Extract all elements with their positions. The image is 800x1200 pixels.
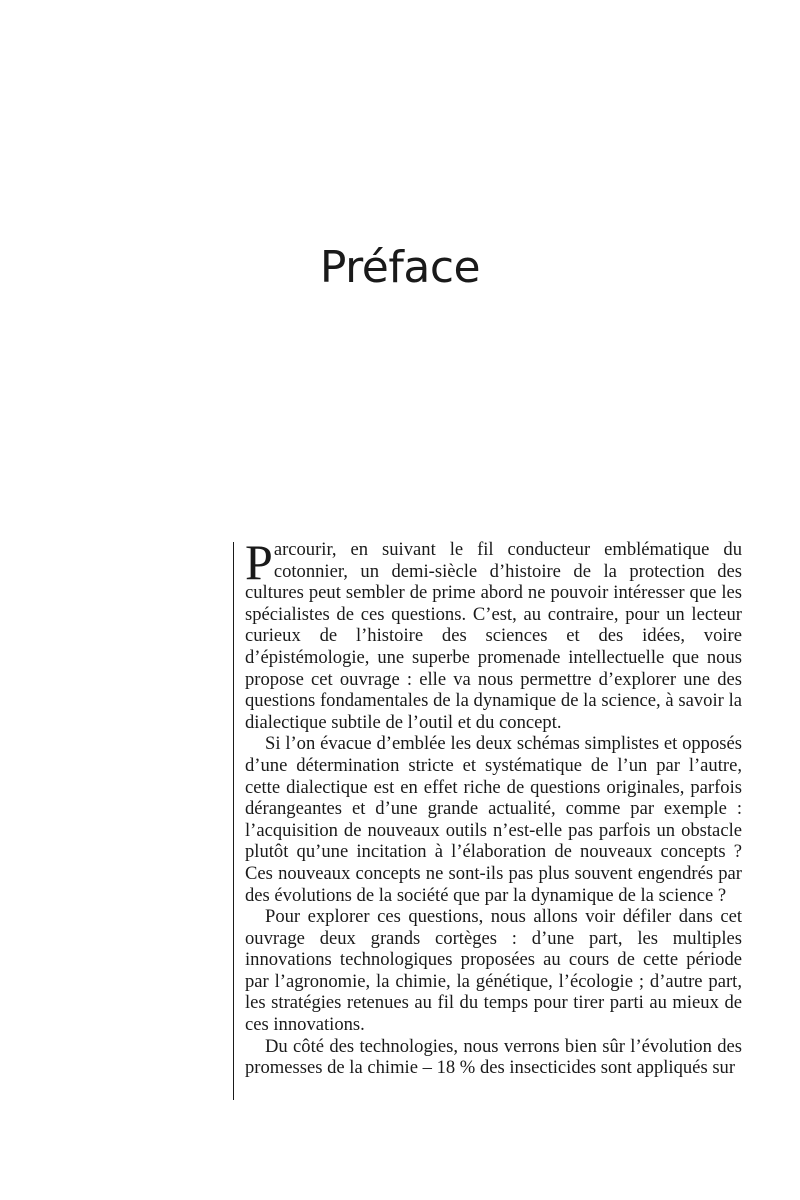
paragraph-1-text: arcourir, en suivant le fil conducteur emblématique du cotonnier, un demi-siècle d’histoire de la protection des cultures peut sembler de prime abord ne pouvoir intéresser que les spécialistes de ces questions. C’est, au contraire, pour un lecteur curieux de l’histoire des sciences et des idées, voire d’épistémologie, une superbe promenade intellectuelle que nous propose cet ouvrage : elle va nous permettre d’explorer une des questions fondamentales de la dynamique de la science, à savoir la dialectique subtile de l’outil et du concept.: [245, 539, 742, 733]
paragraph-3: Pour explorer ces questions, nous allons voir défiler dans cet ouvrage deux grands cortèges : d’une part, les multiples innovations technologiques proposées au cours de cette période par l’agronomie, la chimie, la génétique, l’écologie ; d’autre part, les stratégies retenues au fil du temps pour tirer parti au mieux de ces innovations.: [245, 906, 742, 1036]
paragraph-1: [245, 534, 742, 733]
margin-rule: [233, 542, 234, 1100]
paragraph-2: Si l’on évacue d’emblée les deux schémas simplistes et opposés d’une détermination stricte et systématique de l’un par l’autre, cette dialectique est en effet riche de questions originales, parfois dérangeantes et d’une grande actualité, comme par exemple : l’acquisition de nouveaux outils n’est-elle pas parfois un obstacle plutôt qu’une incitation à l’élaboration de nouveaux concepts ? Ces nouveaux concepts ne sont-ils pas plus souvent engendrés par des évolutions de la société que par la dynamique de la science ?: [245, 733, 742, 906]
page-title: Préface: [319, 242, 481, 293]
body-text: [245, 534, 742, 1079]
drop-cap: P: [245, 534, 273, 590]
paragraph-4: Du côté des technologies, nous verrons bien sûr l’évolution des promesses de la chimie – 18 % des insecticides sont appliqués sur: [245, 1035, 742, 1079]
